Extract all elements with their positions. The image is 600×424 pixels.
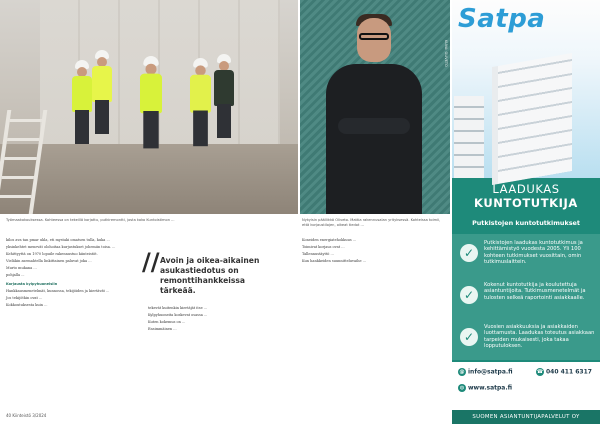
check-icon: ✓ [460, 244, 478, 262]
satpa-advertisement[interactable] [452, 0, 600, 424]
photo-floor [0, 144, 298, 214]
phone-text: 040 411 6317 [546, 368, 592, 376]
construction-photo [0, 0, 298, 214]
paragraph: Kylpyhuoneita koskevat osassa ... [148, 313, 208, 318]
subheading: Korjausta kylpyhuoneisiin [6, 281, 58, 286]
ad-benefits [452, 234, 600, 360]
check-icon: ✓ [460, 286, 478, 304]
paragraph: Toimivat korjaus ovat ... [302, 245, 345, 250]
satpa-logo: Satpa [458, 4, 546, 34]
globe-icon: ◍ [459, 385, 465, 391]
pull-quote: Avoin ja oikea-aikainen asukastiedotus on remonttihankkeissa tärkeää. [160, 256, 260, 295]
web-link[interactable] [458, 384, 512, 392]
benefit-item [452, 318, 600, 360]
paragraph: Hankkausmenetelmät, kunnossa, tekijöiden ja kiertävät ... [6, 288, 110, 293]
building-image [492, 53, 572, 185]
photo-credit: KUVA: OLIVETO [444, 40, 448, 67]
photo-caption-right [302, 218, 448, 228]
mail-icon: @ [459, 369, 465, 375]
caption-line: oikeat tiedot ... [336, 223, 364, 227]
paragraph: pohjalla ... [6, 273, 25, 278]
web-text: www.satpa.fi [468, 384, 513, 392]
paragraph: Tallennustäyttö ... [302, 252, 334, 257]
article-column-3 [302, 238, 446, 266]
email-text: info@satpa.fi [468, 368, 513, 376]
paragraph: Vieläkin asemahtella linkittainen paluvat joka ... [6, 259, 92, 264]
phone-link[interactable] [536, 368, 592, 376]
building-image [454, 96, 484, 178]
check-icon: ✓ [460, 328, 478, 346]
benefit-item [452, 234, 600, 276]
paragraph: yksinkehtet menevät olohoitaa kurjustukset johemiin toisa. ... [6, 245, 116, 250]
paragraph: Kehittyyttä on 1970 lopuile rakennustuo kiinteistöt. [6, 252, 98, 257]
ad-contact-block [452, 362, 600, 410]
ad-subhead: Putkistojen kuntotutkimukset [472, 219, 580, 227]
benefit-text: Putkistojen laadukas kuntotutkimus ja kehittämistyö vuodesta 2005. Yli 100 kohteen tutkimukset vuosittain, omin tutkimuslaittein. [484, 240, 583, 265]
ad-hero [452, 0, 600, 178]
article-column-2 [148, 306, 284, 334]
page-footer: 40 Kiinteistö 3/2024 [6, 413, 47, 418]
ad-headline-1: LAADUKAS [492, 182, 560, 196]
paragraph: Ensimmäinen ... [148, 327, 177, 332]
paragraph: tekevät kuitenkin kiertäjät itse ... [148, 306, 208, 310]
benefit-item [452, 276, 600, 318]
benefit-text: Kokenut kuntotutkija ja koulutettuja asiantuntijoita. Tutkimusmenetelmät ja tulosten selkeä raportointi asiakkaalle. [484, 282, 586, 301]
benefit-text: Vuosien asiakkuuksia ja asiakkaiden luottamusta. Laadukas toteutus asiakkaan tarpeiden mukaisesti, joka takaa lopputuloksen. [484, 324, 595, 349]
article-column-1 [6, 238, 140, 310]
quote-mark-icon: // [142, 248, 160, 276]
ad-tagline: SUOMEN ASIANTUNTIJAPALVELUT OY [452, 410, 600, 424]
photo-caption-left: Työmaakokouksessa. Kohteessa on tekeillä korjattu, putkiremontti, josta koko Kuntoistimon ... [6, 218, 175, 222]
portrait-photo [300, 0, 450, 214]
glasses [359, 33, 389, 40]
email-link[interactable] [458, 368, 513, 376]
caption-line: Nykyisin päällikkö Oliveto. Mattia rakennusalan yrityksessä. Kohteissa toimii, että korjaustilojen, [302, 218, 441, 227]
crossed-arms [338, 118, 410, 134]
paragraph: Kokkoutuksesta kuin ... [6, 302, 48, 307]
paragraph: Koneiden energiatehokkuus ... [302, 238, 357, 242]
paragraph: Murto mukana ... [6, 266, 37, 271]
ad-headline-2: KUNTOTUTKIJA [474, 196, 578, 210]
paragraph: Kun hankkeiden suunnitteluvaihe ... [302, 259, 367, 264]
phone-icon: ☎ [536, 369, 544, 375]
person-body [326, 64, 422, 214]
paragraph: Kuten kokemus on ... [148, 320, 186, 325]
paragraph: Jos tekijötkin ovat ... [6, 295, 43, 300]
paragraph: kilos ava tan pmar ukla, eti mystaki omatsen tulla, kuka ... [6, 238, 110, 242]
person-face [357, 18, 391, 62]
